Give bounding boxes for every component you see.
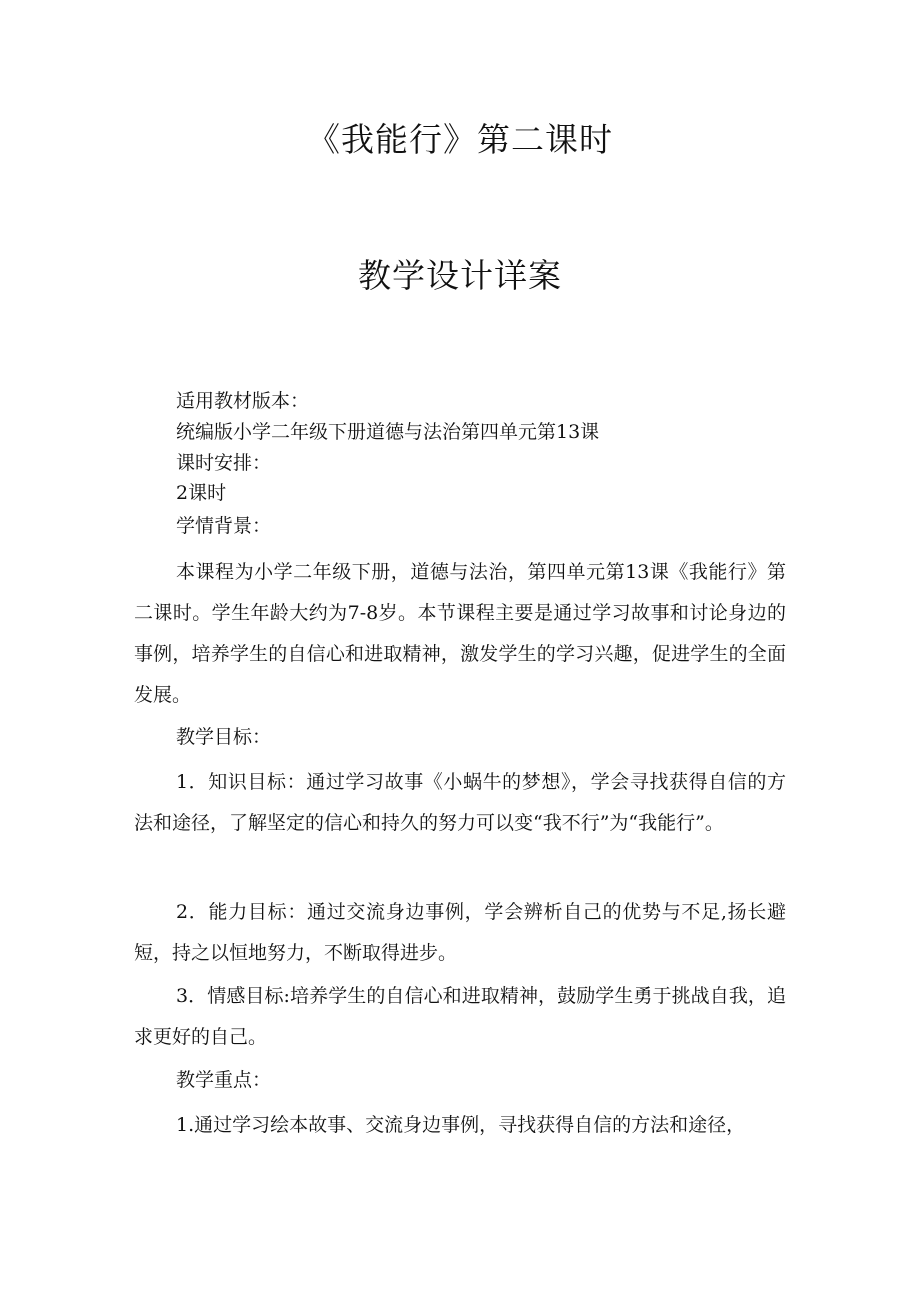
material-label: 适用教材版本：	[176, 390, 310, 412]
goals-heading: 教学目标：	[176, 726, 272, 748]
keypoint-item: 1.通过学习绘本故事、交流身边事例，寻找获得自信的方法和途径，	[176, 1114, 746, 1136]
goal-knowledge: 1．知识目标：通过学习故事《小蜗牛的梦想》，学会寻找获得自信的方法和途径，了解坚定的信心和持久的努力可以变“我不行”为“我能行”。	[134, 771, 786, 834]
background-paragraph: 本课程为小学二年级下册，道德与法治，第四单元第13课《我能行》第二课时。学生年龄大约为7-8岁。本节课程主要是通过学习故事和讨论身边的事例，培养学生的自信心和进取精神，激发学生的学习兴趣，促进学生的全面发展。	[134, 561, 786, 706]
material-value: 统编版小学二年级下册道德与法治第四单元第13课	[176, 421, 600, 443]
document-subtitle: 教学设计详案	[358, 256, 562, 295]
schedule-label: 课时安排：	[176, 452, 272, 474]
keypoints-heading: 教学重点：	[176, 1069, 272, 1091]
background-heading: 学情背景：	[176, 515, 272, 537]
goal-ability: 2．能力目标：通过交流身边事例，学会辨析自己的优势与不足,扬长避短，持之以恒地努力，不断取得进步。	[134, 901, 786, 964]
goal-emotion: 3．情感目标:培养学生的自信心和进取精神，鼓励学生勇于挑战自我，追求更好的自己。	[134, 985, 786, 1048]
document-title: 《我能行》第二课时	[307, 120, 613, 159]
schedule-value: 2课时	[176, 482, 227, 504]
